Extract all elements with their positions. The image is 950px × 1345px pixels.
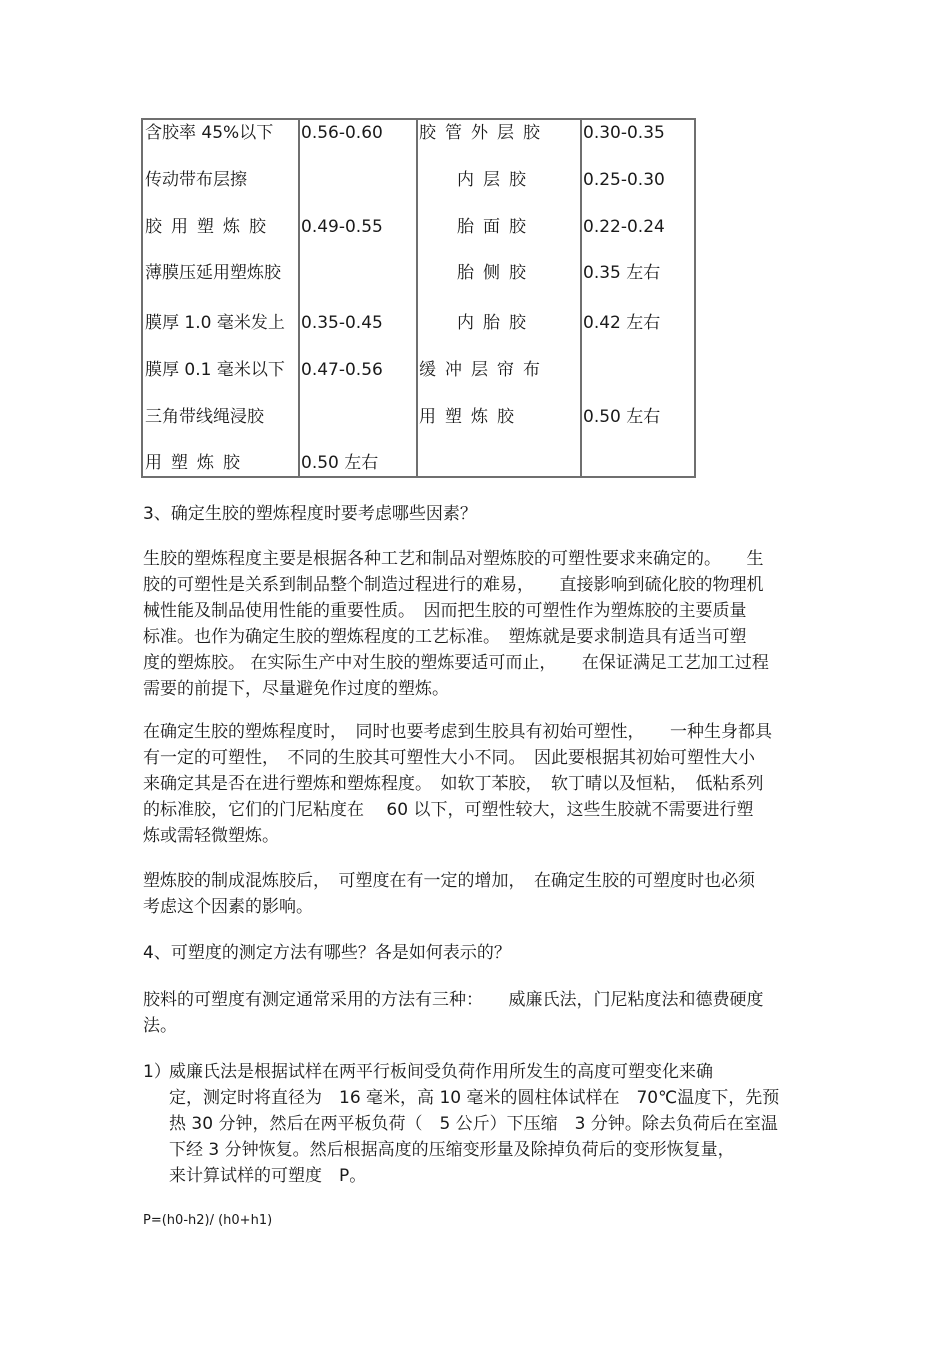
table-cell: 0.49-0.55: [301, 217, 383, 237]
table-cell: 0.35-0.45: [301, 313, 383, 333]
table-cell: 0.30-0.35: [583, 123, 665, 143]
section-4-paragraph-1: [143, 987, 808, 1039]
table-cell: 0.42 左右: [583, 313, 661, 333]
table-cell: 胶管外层胶: [419, 123, 549, 143]
text-line: 生胶的塑炼程度主要是根据各种工艺和制品对塑炼胶的可塑性要求来确定的。 生: [143, 549, 764, 569]
table-cell: 0.56-0.60: [301, 123, 383, 143]
table-cell: 0.22-0.24: [583, 217, 665, 237]
text-line: 需要的前提下，尽量避免作过度的塑炼。: [143, 679, 449, 699]
table-cell: 内胎胶: [457, 313, 535, 333]
table-cell: 0.47-0.56: [301, 360, 383, 380]
table-cell: 0.50 左右: [301, 453, 379, 473]
text-line: 度的塑炼胶。 在实际生产中对生胶的塑炼要适可而止， 在保证满足工艺加工过程: [143, 653, 769, 673]
text-line: 考虑这个因素的影响。: [143, 897, 313, 917]
text-line: 法。: [143, 1016, 177, 1036]
text-line: 标准。也作为确定生胶的塑炼程度的工艺标准。 塑炼就是要求制造具有适当可塑: [143, 627, 747, 647]
text-line: 热 30 分钟，然后在两平板负荷（ 5 公斤）下压缩 3 分钟。除去负荷后在室温: [169, 1114, 778, 1134]
text-line: 胶料的可塑度有测定通常采用的方法有三种： 威廉氏法，门尼粘度法和德费硬度: [143, 990, 764, 1010]
text-line: 定，测定时将直径为 16 毫米，高 10 毫米的圆柱体试样在 70℃温度下，先预: [169, 1088, 780, 1108]
table-cell: 膜厚 1.0 毫米发上: [145, 313, 285, 333]
text-line: 胶的可塑性是关系到制品整个制造过程进行的难易， 直接影响到硫化胶的物理机: [143, 575, 764, 595]
table-cell: 0.35 左右: [583, 263, 661, 283]
text-line: 械性能及制品使用性能的重要性质。 因而把生胶的可塑性作为塑炼胶的主要质量: [143, 601, 747, 621]
text-line: 来确定其是否在进行塑炼和塑炼程度。 如软丁苯胶， 软丁晴以及恒粘， 低粘系列: [143, 774, 764, 794]
text-line: 塑炼胶的制成混炼胶后， 可塑度在有一定的增加， 在确定生胶的可塑度时也必须: [143, 871, 755, 891]
text-line: 在确定生胶的塑炼程度时， 同时也要考虑到生胶具有初始可塑性， 一种生身都具: [143, 722, 772, 742]
table-cell: 内层胶: [457, 170, 535, 190]
table-cell: 含胶率 45%以下: [145, 123, 274, 143]
table-cell: 0.50 左右: [583, 407, 661, 427]
section-4-heading: 4、可塑度的测定方法有哪些？各是如何表示的？: [143, 943, 511, 963]
list-item-number: 1）: [143, 1062, 171, 1082]
table-cell: 胶用塑炼胶: [145, 217, 275, 237]
table-divider: [416, 120, 418, 476]
table-cell: 0.25-0.30: [583, 170, 665, 190]
section-3-paragraph-1: [143, 546, 808, 702]
table-cell: 三角带线绳浸胶: [145, 407, 264, 427]
table-cell: 胎侧胶: [457, 263, 535, 283]
table-cell: 胎面胶: [457, 217, 535, 237]
text-line: 炼或需轻微塑炼。: [143, 826, 279, 846]
plasticity-formula: P=(h0-h2)/ (h0+h1): [143, 1213, 273, 1228]
table-cell: 传动带布层擦: [145, 170, 247, 190]
text-line: 有一定的可塑性， 不同的生胶其可塑性大小不同。 因此要根据其初始可塑性大小: [143, 748, 755, 768]
table-cell: 缓冲层帘布: [419, 360, 549, 380]
section-3-paragraph-2: [143, 719, 808, 849]
section-3-heading: 3、确定生胶的塑炼程度时要考虑哪些因素？: [143, 504, 477, 524]
table-cell: 用塑炼胶: [145, 453, 249, 473]
text-line: 下经 3 分钟恢复。然后根据高度的压缩变形量及除掉负荷后的变形恢复量，: [169, 1140, 735, 1160]
table-cell: 薄膜压延用塑炼胶: [145, 263, 281, 283]
text-line: 威廉氏法是根据试样在两平行板间受负荷作用所发生的高度可塑变化来确: [169, 1062, 713, 1082]
text-line: 来计算试样的可塑度 P。: [169, 1166, 367, 1186]
text-line: 的标准胶，它们的门尼粘度在 60 以下，可塑性较大，这些生胶就不需要进行塑: [143, 800, 754, 820]
plasticity-table: [141, 118, 696, 478]
section-3-paragraph-3: [143, 868, 808, 920]
table-cell: 用塑炼胶: [419, 407, 523, 427]
table-cell: 膜厚 0.1 毫米以下: [145, 360, 285, 380]
list-item-text: [169, 1059, 809, 1189]
table-divider: [298, 120, 300, 476]
